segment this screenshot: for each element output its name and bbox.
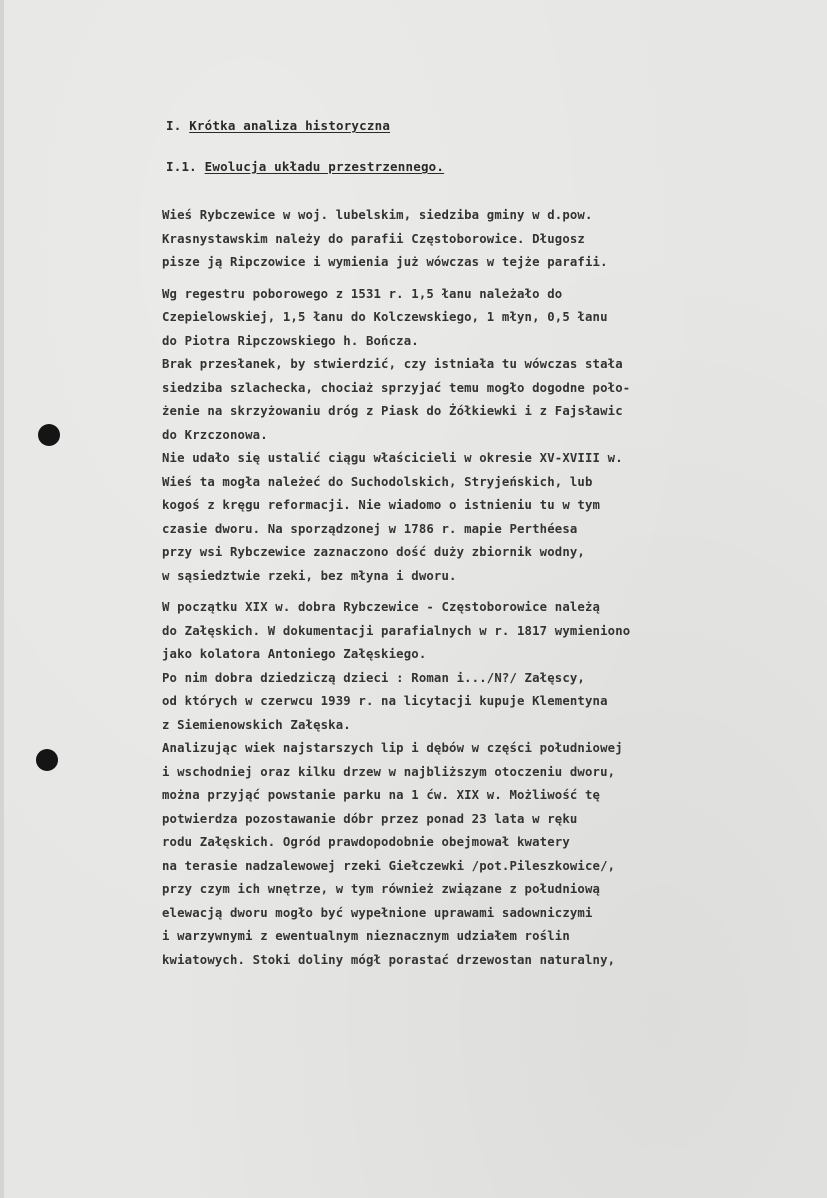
text-line: przy czym ich wnętrze, w tym również związane z południową — [162, 882, 601, 896]
text-line: Brak przesłanek, by stwierdzić, czy istniała tu wówczas stała — [162, 357, 623, 371]
text-line: w sąsiedztwie rzeki, bez młyna i dworu. — [162, 568, 457, 583]
text-line: Analizując wiek najstarszych lip i dębów w części południowej — [162, 741, 623, 755]
text-line: Po nim dobra dziedziczą dzieci : Roman i.../N?/ Załęscy, — [162, 670, 585, 685]
text-line: i wschodniej oraz kilku drzew w najbliższym otoczeniu dworu, — [162, 764, 616, 779]
text-line: kogoś z kręgu reformacji. Nie wiadomo o istnieniu tu w tym — [162, 498, 601, 512]
subsection-title: Ewolucja układu przestrzennego. — [204, 159, 445, 174]
text-line: z Siemienowskich Załęska. — [162, 717, 351, 732]
text-line: od których w czerwcu 1939 r. na licytacji kupuje Klementyna — [162, 694, 608, 708]
text-line: Nie udało się ustalić ciągu właścicieli w okresie XV-XVIII w. — [162, 451, 623, 465]
section-heading — [166, 118, 390, 133]
text-line: do Krzczonowa. — [162, 427, 268, 442]
paragraph-gap — [162, 275, 802, 283]
text-line: jako kolatora Antoniego Załęskiego. — [162, 647, 427, 661]
text-line: można przyjąć powstanie parku na 1 ćw. XIX w. Możliwość tę — [162, 788, 601, 802]
text-line: potwierdza pozostawanie dóbr przez ponad 23 lata w ręku — [162, 811, 578, 826]
text-line: Wg regestru poborowego z 1531 r. 1,5 łanu należało do — [162, 286, 563, 301]
page-edge — [0, 0, 4, 1198]
text-line: siedziba szlachecka, chociaż sprzyjać temu mogło dogodne poło- — [162, 380, 631, 395]
text-line: W początku XIX w. dobra Rybczewice - Częstoborowice należą — [162, 600, 601, 614]
text-line: pisze ją Ripczowice i wymienia już wówczas w tejże parafii. — [162, 255, 608, 269]
section-title: Krótka analiza historyczna — [189, 118, 391, 133]
paragraph-gap — [162, 588, 802, 596]
subsection-heading — [166, 159, 444, 174]
paragraph — [162, 596, 802, 972]
punch-hole — [36, 749, 58, 771]
text-line: rodu Załęskich. Ogród prawdopodobnie obejmował kwatery — [162, 835, 570, 849]
subsection-number: I.1. — [166, 159, 197, 174]
text-line: żenie na skrzyżowaniu dróg z Piask do Żółkiewki i z Fajsławic — [162, 404, 623, 418]
text-line: Krasnystawskim należy do parafii Częstoborowice. Długosz — [162, 231, 585, 246]
text-line: elewacją dworu mogło być wypełnione uprawami sadowniczymi — [162, 905, 593, 920]
text-line: na terasie nadzalewowej rzeki Giełczewki /pot.Pileszkowice/, — [162, 858, 616, 873]
paragraph — [162, 283, 802, 589]
text-line: przy wsi Rybczewice zaznaczono dość duży zbiornik wodny, — [162, 545, 585, 559]
text-line: Czepielowskiej, 1,5 łanu do Kolczewskiego, 1 młyn, 0,5 łanu — [162, 310, 608, 324]
text-line: i warzywnymi z ewentualnym nieznacznym udziałem roślin — [162, 929, 570, 943]
text-line: do Piotra Ripczowskiego h. Bończa. — [162, 333, 419, 348]
text-line: kwiatowych. Stoki doliny mógł porastać drzewostan naturalny, — [162, 952, 616, 967]
section-number: I. — [166, 118, 182, 133]
text-line: czasie dworu. Na sporządzonej w 1786 r. mapie Perthéesa — [162, 521, 578, 536]
body-text — [162, 204, 802, 972]
text-line: do Załęskich. W dokumentacji parafialnych w r. 1817 wymieniono — [162, 623, 631, 638]
paragraph — [162, 204, 802, 275]
text-line: Wieś Rybczewice w woj. lubelskim, siedziba gminy w d.pow. — [162, 208, 593, 222]
punch-hole — [38, 424, 60, 446]
text-line: Wieś ta mogła należeć do Suchodolskich, Stryjeńskich, lub — [162, 474, 593, 489]
